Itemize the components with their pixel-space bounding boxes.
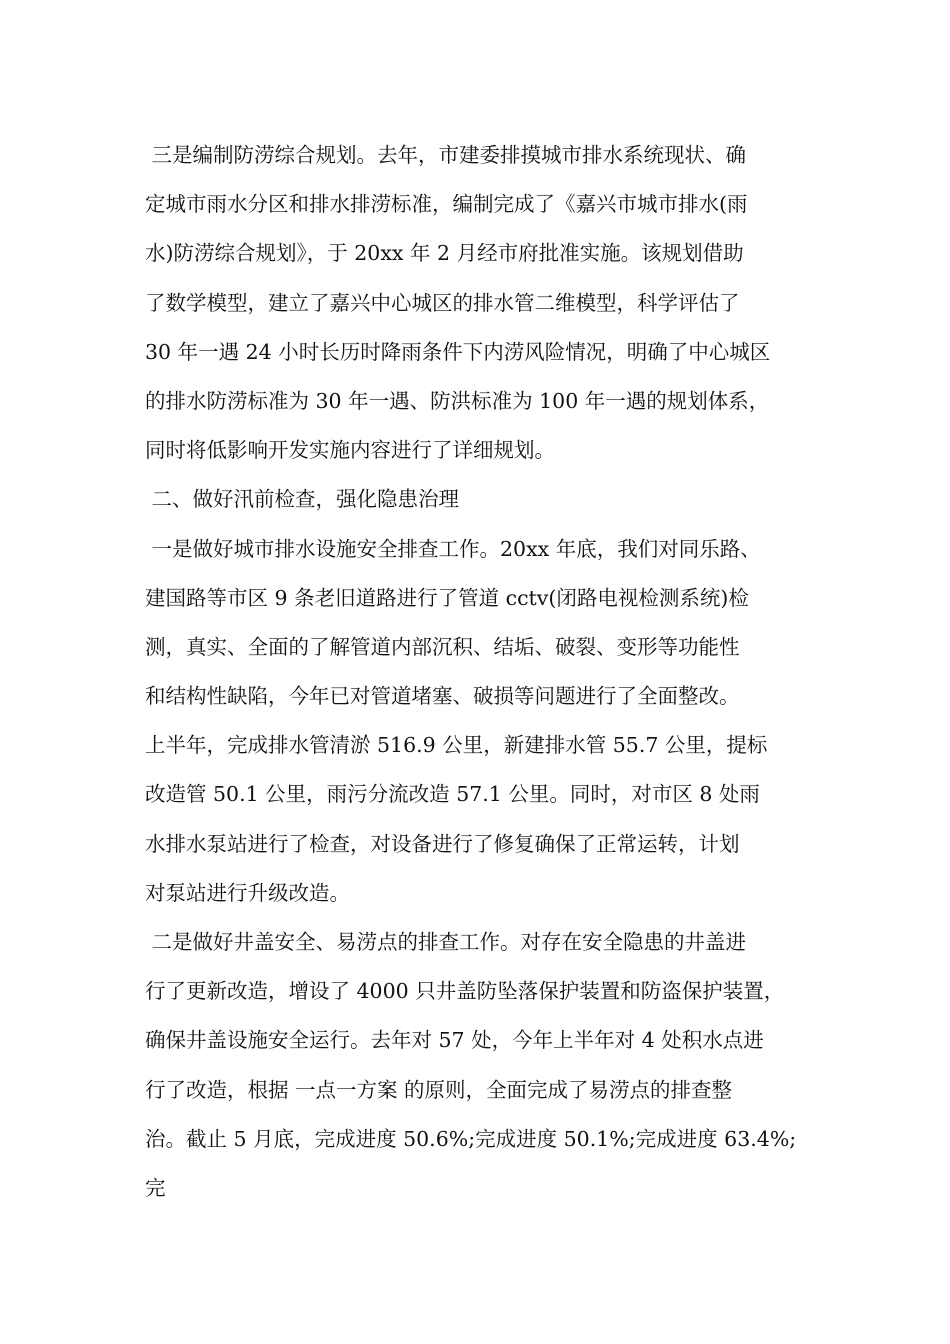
text-line: 治。截止 5 月底，完成进度 50.6%;完成进度 50.1%;完成进度 63.4%; — [145, 1126, 797, 1151]
text-line: 确保井盖设施安全运行。去年对 57 处，今年上半年对 4 处积水点进 — [145, 1028, 764, 1053]
text-line: 上半年，完成排水管清淤 516.9 公里，新建排水管 55.7 公里，提标 — [145, 733, 768, 758]
text-line: 了数学模型，建立了嘉兴中心城区的排水管二维模型，科学评估了 — [145, 290, 740, 315]
text-line: 行了更新改造，增设了 4000 只井盖防坠落保护装置和防盗保护装置， — [145, 979, 785, 1004]
text-line: 建国路等市区 9 条老旧道路进行了管道 cctv(闭路电视检测系统)检 — [145, 585, 749, 610]
text-line: 同时将低影响开发实施内容进行了详细规划。 — [145, 438, 555, 463]
text-line: 行了改造，根据 一点一方案 的原则，全面完成了易涝点的排查整 — [145, 1077, 733, 1102]
text-line: 对泵站进行升级改造。 — [145, 880, 350, 905]
text-line: 二是做好井盖安全、易涝点的排查工作。对存在安全隐患的井盖进 — [145, 930, 747, 954]
text-line: 改造管 50.1 公里，雨污分流改造 57.1 公里。同时，对市区 8 处雨 — [145, 782, 760, 807]
text-line: 30 年一遇 24 小时长历时降雨条件下内涝风险情况，明确了中心城区 — [145, 339, 771, 364]
text-line: 定城市雨水分区和排水排涝标准，编制完成了《嘉兴市城市排水(雨 — [145, 192, 748, 217]
section-heading: 二、做好汛前检查，强化隐患治理 — [145, 487, 460, 512]
text-line: 水排水泵站进行了检查，对设备进行了修复确保了正常运转，计划 — [145, 831, 740, 856]
text-line: 三是编制防涝综合规划。去年，市建委排摸城市排水系统现状、确 — [145, 143, 747, 167]
text-line: 水)防涝综合规划》，于 20xx 年 2 月经市府批准实施。该规划借助 — [145, 241, 744, 266]
text-line: 的排水防涝标准为 30 年一遇、防洪标准为 100 年一遇的规划体系， — [145, 388, 770, 413]
text-line: 完 — [145, 1175, 166, 1200]
text-line: 测，真实、全面的了解管道内部沉积、结垢、破裂、变形等功能性 — [145, 634, 740, 659]
document-body — [145, 131, 825, 1213]
text-line: 和结构性缺陷，今年已对管道堵塞、破损等问题进行了全面整改。 — [145, 684, 740, 709]
text-line: 一是做好城市排水设施安全排查工作。20xx 年底，我们对同乐路、 — [145, 536, 761, 561]
